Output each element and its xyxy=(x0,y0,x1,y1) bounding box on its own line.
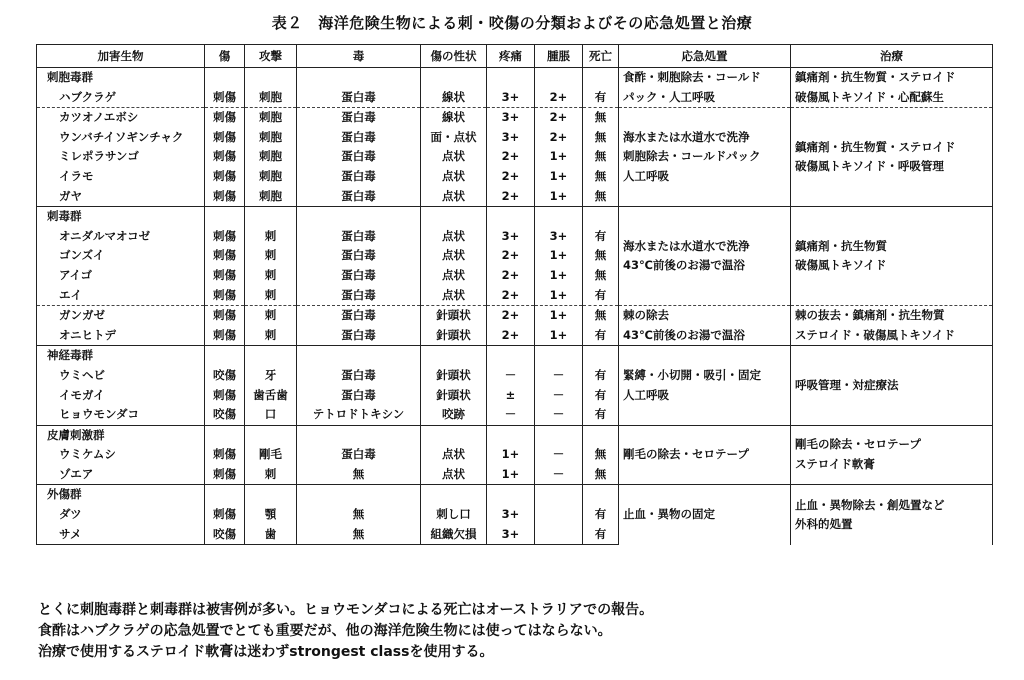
empty-cell xyxy=(583,68,619,88)
wound-nature: 針頭状 xyxy=(421,306,487,326)
treatment-line: 外科的処置 xyxy=(795,517,853,532)
treatment-cell xyxy=(791,346,993,425)
first-aid-cell xyxy=(619,207,791,306)
attack-type: 刺 xyxy=(245,227,297,247)
pain-level: 2+ xyxy=(487,286,535,306)
toxin: 蛋白毒 xyxy=(297,366,421,386)
first-aid-line: 刺胞除去・コールドパック xyxy=(623,149,761,164)
table-row xyxy=(37,306,993,326)
wound-type: 刺傷 xyxy=(205,187,245,207)
toxin: 蛋白毒 xyxy=(297,187,421,207)
empty-cell xyxy=(421,425,487,445)
wound-nature: 組織欠損 xyxy=(421,525,487,545)
empty-cell xyxy=(487,207,535,227)
wound-nature: 線状 xyxy=(421,108,487,128)
empty-cell xyxy=(205,485,245,505)
empty-cell xyxy=(297,346,421,366)
swelling-level: 3+ xyxy=(535,227,583,247)
swelling-level: － xyxy=(535,445,583,465)
organism-name: ガヤ xyxy=(37,187,205,207)
attack-type: 刺 xyxy=(245,246,297,266)
first-aid-cell xyxy=(619,425,791,485)
attack-type: 刺胞 xyxy=(245,187,297,207)
pain-level: 2+ xyxy=(487,266,535,286)
empty-cell xyxy=(487,485,535,505)
pain-level: 2+ xyxy=(487,306,535,326)
group-name: 刺胞毒群 xyxy=(37,68,205,88)
attack-type: 刺胞 xyxy=(245,108,297,128)
group-name: 神経毒群 xyxy=(37,346,205,366)
pain-level: ± xyxy=(487,386,535,406)
toxin: 蛋白毒 xyxy=(297,128,421,148)
swelling-level: 1+ xyxy=(535,326,583,346)
pain-level: 3+ xyxy=(487,88,535,108)
empty-cell xyxy=(205,207,245,227)
organism-name: ヒョウモンダコ xyxy=(37,405,205,425)
attack-type: 牙 xyxy=(245,366,297,386)
header-cell: 治療 xyxy=(791,45,993,68)
header-cell: 死亡 xyxy=(583,45,619,68)
first-aid-cell xyxy=(619,68,791,108)
empty-cell xyxy=(297,207,421,227)
header-row xyxy=(37,45,993,68)
organism-name: アイゴ xyxy=(37,266,205,286)
group-row xyxy=(37,207,993,227)
footnote: 食酢はハブクラゲの応急処置でとても重要だが、他の海洋危険生物には使ってはならない。 xyxy=(38,623,612,639)
toxin: 蛋白毒 xyxy=(297,386,421,406)
death-flag: 有 xyxy=(583,525,619,545)
wound-nature: 点状 xyxy=(421,147,487,167)
wound-nature: 点状 xyxy=(421,167,487,187)
wound-type: 刺傷 xyxy=(205,505,245,525)
empty-cell xyxy=(421,485,487,505)
organism-name: ガンガゼ xyxy=(37,306,205,326)
pain-level: 3+ xyxy=(487,505,535,525)
organism-name: サメ xyxy=(37,525,205,545)
death-flag: 無 xyxy=(583,465,619,485)
empty-cell xyxy=(245,68,297,88)
pain-level: 1+ xyxy=(487,445,535,465)
death-flag: 無 xyxy=(583,266,619,286)
table-row xyxy=(37,108,993,128)
toxin: 蛋白毒 xyxy=(297,147,421,167)
footnote: とくに刺胞毒群と刺毒群は被害例が多い。ヒョウモンダコによる死亡はオーストラリアでの報告。 xyxy=(38,602,654,618)
toxin: 蛋白毒 xyxy=(297,266,421,286)
organism-name: ハブクラゲ xyxy=(37,88,205,108)
treatment-line: 剛毛の除去・セロテープ xyxy=(795,437,921,452)
empty-cell xyxy=(583,346,619,366)
death-flag: 無 xyxy=(583,306,619,326)
swelling-level: 2+ xyxy=(535,128,583,148)
treatment-line: 止血・異物除去・創処置など xyxy=(795,497,945,512)
toxin: 無 xyxy=(297,525,421,545)
treatment-cell xyxy=(791,425,993,485)
empty-cell xyxy=(487,346,535,366)
header-cell: 傷 xyxy=(205,45,245,68)
swelling-level: － xyxy=(535,465,583,485)
organism-name: ウミケムシ xyxy=(37,445,205,465)
empty-cell xyxy=(297,425,421,445)
first-aid-line: 剛毛の除去・セロテープ xyxy=(623,447,749,462)
wound-type: 刺傷 xyxy=(205,108,245,128)
header-cell: 傷の性状 xyxy=(421,45,487,68)
swelling-level: 2+ xyxy=(535,108,583,128)
wound-nature: 点状 xyxy=(421,187,487,207)
first-aid-line: 海水または水道水で洗浄 xyxy=(623,238,750,253)
wound-type: 刺傷 xyxy=(205,128,245,148)
header-cell: 加害生物 xyxy=(37,45,205,68)
wound-type: 咬傷 xyxy=(205,366,245,386)
treatment-cell xyxy=(791,108,993,207)
empty-cell xyxy=(535,346,583,366)
swelling-level xyxy=(535,505,583,525)
pain-level: 2+ xyxy=(487,326,535,346)
swelling-level: 2+ xyxy=(535,88,583,108)
empty-cell xyxy=(421,207,487,227)
wound-type: 刺傷 xyxy=(205,445,245,465)
swelling-level xyxy=(535,525,583,545)
pain-level: － xyxy=(487,366,535,386)
first-aid-cell xyxy=(619,346,791,425)
first-aid-line: 止血・異物の固定 xyxy=(623,507,715,522)
toxin: 蛋白毒 xyxy=(297,445,421,465)
empty-cell xyxy=(421,68,487,88)
wound-nature: 点状 xyxy=(421,445,487,465)
first-aid-line: パック・人工呼吸 xyxy=(623,89,715,104)
group-row xyxy=(37,346,993,366)
footnote: 治療で使用するステロイド軟膏は迷わずstrongest classを使用する。 xyxy=(38,644,494,660)
wound-nature: 針頭状 xyxy=(421,326,487,346)
wound-nature: 点状 xyxy=(421,227,487,247)
attack-type: 口 xyxy=(245,405,297,425)
attack-type: 刺 xyxy=(245,326,297,346)
table-body xyxy=(37,68,993,545)
wound-nature: 点状 xyxy=(421,286,487,306)
organism-name: オニヒトデ xyxy=(37,326,205,346)
death-flag: 有 xyxy=(583,366,619,386)
pain-level: 2+ xyxy=(487,187,535,207)
death-flag: 無 xyxy=(583,445,619,465)
empty-cell xyxy=(245,207,297,227)
empty-cell xyxy=(205,425,245,445)
first-aid-line: 人工呼吸 xyxy=(623,387,669,402)
first-aid-line: 食酢・刺胞除去・コールド xyxy=(623,70,761,84)
wound-type: 咬傷 xyxy=(205,405,245,425)
attack-type: 刺胞 xyxy=(245,167,297,187)
attack-type: 刺 xyxy=(245,286,297,306)
treatment-line: 鎮痛剤・抗生物質 xyxy=(795,238,887,253)
pain-level: 2+ xyxy=(487,246,535,266)
empty-cell xyxy=(245,485,297,505)
pain-level: 3+ xyxy=(487,525,535,545)
wound-nature: 針頭状 xyxy=(421,386,487,406)
death-flag: 無 xyxy=(583,246,619,266)
table-title: 表２ 海洋危険生物による刺・咬傷の分類およびその応急処置と治療 xyxy=(271,14,753,32)
toxin: 蛋白毒 xyxy=(297,227,421,247)
wound-type: 刺傷 xyxy=(205,88,245,108)
empty-cell xyxy=(535,68,583,88)
swelling-level: 1+ xyxy=(535,306,583,326)
wound-type: 刺傷 xyxy=(205,227,245,247)
death-flag: 無 xyxy=(583,167,619,187)
treatment-line: 破傷風トキソイド・呼吸管理 xyxy=(795,159,944,174)
group-row xyxy=(37,485,993,505)
attack-type: 歯舌歯 xyxy=(245,386,297,406)
organism-name: ウミヘビ xyxy=(37,366,205,386)
wound-type: 咬傷 xyxy=(205,525,245,545)
death-flag: 有 xyxy=(583,386,619,406)
empty-cell xyxy=(297,485,421,505)
toxin: 無 xyxy=(297,465,421,485)
attack-type: 刺 xyxy=(245,465,297,485)
footnotes xyxy=(38,600,653,663)
swelling-level: － xyxy=(535,405,583,425)
header-cell: 応急処置 xyxy=(619,45,791,68)
treatment-line: 破傷風トキソイド xyxy=(795,258,887,273)
toxin: テトロドトキシン xyxy=(297,405,421,425)
wound-nature: 面・点状 xyxy=(421,128,487,148)
header-cell: 毒 xyxy=(297,45,421,68)
toxin: 蛋白毒 xyxy=(297,246,421,266)
header-cell: 疼痛 xyxy=(487,45,535,68)
attack-type: 顎 xyxy=(245,505,297,525)
attack-type: 剛毛 xyxy=(245,445,297,465)
group-name: 外傷群 xyxy=(37,485,205,505)
wound-nature: 咬跡 xyxy=(421,405,487,425)
organism-name: ゾエア xyxy=(37,465,205,485)
classification-table xyxy=(36,44,993,545)
treatment-cell xyxy=(791,306,993,346)
first-aid-line: 海水または水道水で洗浄 xyxy=(623,129,750,144)
first-aid-line: 43℃前後のお湯で温浴 xyxy=(623,258,745,273)
wound-nature: 刺し口 xyxy=(421,505,487,525)
treatment-cell xyxy=(791,485,993,545)
first-aid-cell xyxy=(619,108,791,207)
group-row xyxy=(37,68,993,88)
treatment-line: 呼吸管理・対症療法 xyxy=(795,377,899,392)
first-aid-cell xyxy=(619,306,791,346)
death-flag: 有 xyxy=(583,405,619,425)
first-aid-line: 人工呼吸 xyxy=(623,168,669,183)
pain-level: 3+ xyxy=(487,227,535,247)
organism-name: ゴンズイ xyxy=(37,246,205,266)
toxin: 無 xyxy=(297,505,421,525)
swelling-level: － xyxy=(535,366,583,386)
pain-level: 2+ xyxy=(487,147,535,167)
empty-cell xyxy=(583,425,619,445)
toxin: 蛋白毒 xyxy=(297,286,421,306)
attack-type: 刺 xyxy=(245,266,297,286)
organism-name: ダツ xyxy=(37,505,205,525)
swelling-level: 1+ xyxy=(535,147,583,167)
empty-cell xyxy=(421,346,487,366)
empty-cell xyxy=(535,207,583,227)
empty-cell xyxy=(583,485,619,505)
wound-type: 刺傷 xyxy=(205,386,245,406)
empty-cell xyxy=(583,207,619,227)
treatment-line: 鎮痛剤・抗生物質・ステロイド xyxy=(795,139,956,154)
empty-cell xyxy=(487,425,535,445)
header-cell: 攻撃 xyxy=(245,45,297,68)
attack-type: 刺胞 xyxy=(245,128,297,148)
group-row xyxy=(37,425,993,445)
toxin: 蛋白毒 xyxy=(297,108,421,128)
wound-nature: 線状 xyxy=(421,88,487,108)
organism-name: ミレポラサンゴ xyxy=(37,147,205,167)
treatment-cell xyxy=(791,207,993,306)
first-aid-cell xyxy=(619,485,791,545)
wound-type: 刺傷 xyxy=(205,266,245,286)
toxin: 蛋白毒 xyxy=(297,88,421,108)
swelling-level: 1+ xyxy=(535,266,583,286)
death-flag: 無 xyxy=(583,108,619,128)
pain-level: 2+ xyxy=(487,167,535,187)
treatment-line: ステロイド軟膏 xyxy=(795,457,875,472)
swelling-level: 1+ xyxy=(535,286,583,306)
first-aid-line: 緊縛・小切開・吸引・固定 xyxy=(623,367,761,382)
empty-cell xyxy=(487,68,535,88)
swelling-level: － xyxy=(535,386,583,406)
wound-type: 刺傷 xyxy=(205,167,245,187)
wound-type: 刺傷 xyxy=(205,246,245,266)
swelling-level: 1+ xyxy=(535,167,583,187)
swelling-level: 1+ xyxy=(535,187,583,207)
wound-nature: 針頭状 xyxy=(421,366,487,386)
pain-level: － xyxy=(487,405,535,425)
wound-type: 刺傷 xyxy=(205,286,245,306)
header-cell: 腫脹 xyxy=(535,45,583,68)
organism-name: イラモ xyxy=(37,167,205,187)
treatment-line: 鎮痛剤・抗生物質・ステロイド xyxy=(795,70,956,84)
death-flag: 無 xyxy=(583,187,619,207)
pain-level: 3+ xyxy=(487,128,535,148)
swelling-level: 1+ xyxy=(535,246,583,266)
treatment-line: ステロイド・破傷風トキソイド xyxy=(795,327,955,342)
organism-name: エイ xyxy=(37,286,205,306)
empty-cell xyxy=(205,68,245,88)
wound-type: 刺傷 xyxy=(205,147,245,167)
death-flag: 有 xyxy=(583,227,619,247)
death-flag: 無 xyxy=(583,147,619,167)
death-flag: 有 xyxy=(583,505,619,525)
wound-type: 刺傷 xyxy=(205,326,245,346)
first-aid-line: 43℃前後のお湯で温浴 xyxy=(623,327,745,342)
empty-cell xyxy=(245,346,297,366)
empty-cell xyxy=(205,346,245,366)
organism-name: イモガイ xyxy=(37,386,205,406)
first-aid-line: 棘の除去 xyxy=(623,308,669,323)
empty-cell xyxy=(535,425,583,445)
treatment-line: 棘の抜去・鎮痛剤・抗生物質 xyxy=(795,308,945,323)
toxin: 蛋白毒 xyxy=(297,306,421,326)
organism-name: ウンバチイソギンチャク xyxy=(37,128,205,148)
treatment-cell xyxy=(791,68,993,108)
toxin: 蛋白毒 xyxy=(297,167,421,187)
pain-level: 3+ xyxy=(487,108,535,128)
death-flag: 無 xyxy=(583,128,619,148)
death-flag: 有 xyxy=(583,88,619,108)
treatment-line: 破傷風トキソイド・心配蘇生 xyxy=(795,89,944,104)
empty-cell xyxy=(297,68,421,88)
organism-name: カツオノエボシ xyxy=(37,108,205,128)
wound-type: 刺傷 xyxy=(205,306,245,326)
wound-nature: 点状 xyxy=(421,465,487,485)
wound-nature: 点状 xyxy=(421,246,487,266)
attack-type: 刺胞 xyxy=(245,147,297,167)
toxin: 蛋白毒 xyxy=(297,326,421,346)
death-flag: 有 xyxy=(583,326,619,346)
pain-level: 1+ xyxy=(487,465,535,485)
group-name: 刺毒群 xyxy=(37,207,205,227)
empty-cell xyxy=(535,485,583,505)
attack-type: 刺胞 xyxy=(245,88,297,108)
group-name: 皮膚刺激群 xyxy=(37,425,205,445)
wound-type: 刺傷 xyxy=(205,465,245,485)
attack-type: 刺 xyxy=(245,306,297,326)
wound-nature: 点状 xyxy=(421,266,487,286)
organism-name: オニダルマオコゼ xyxy=(37,227,205,247)
attack-type: 歯 xyxy=(245,525,297,545)
death-flag: 有 xyxy=(583,286,619,306)
empty-cell xyxy=(245,425,297,445)
